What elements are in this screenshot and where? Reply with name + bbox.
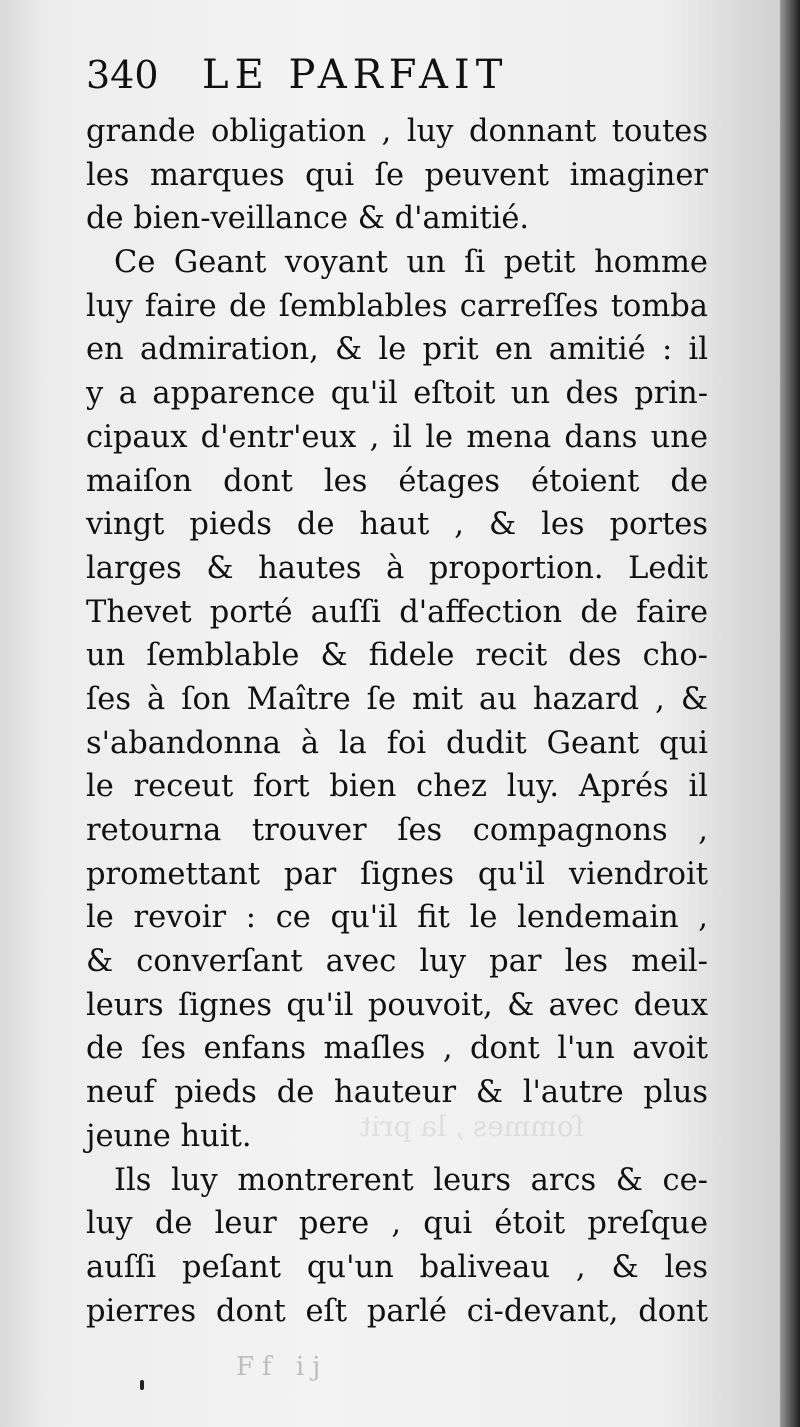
text-line: grande obligation , luy donnant toutes	[86, 114, 708, 149]
text-line: leurs ſignes qu'il pouvoit, & avec deux	[86, 987, 708, 1023]
text-line: les marques qui ſe peuvent imaginer	[86, 157, 708, 193]
text-line: neuf pieds de hauteur & l'autre plus	[86, 1075, 708, 1111]
text-line: cipaux d'entr'eux , il le mena dans une	[86, 419, 708, 455]
text-line: en admiration, & le prit en amitié : il	[86, 332, 708, 368]
text-line: luy faire de ſemblables carreſſes tomba	[86, 288, 708, 324]
text-line: Thevet porté auſſi d'affection de faire	[86, 594, 708, 630]
text-line: larges & hautes à proportion. Ledit	[86, 550, 708, 586]
text-block	[86, 52, 708, 1333]
text-line: de ſes enfans maſles , dont l'un avoit	[86, 1031, 708, 1067]
paragraph-start-line: Ce Geant voyant un ſi petit homme	[114, 245, 708, 281]
text-line: pierres dont eſt parlé ci-devant, dont	[86, 1293, 708, 1329]
book-edge	[780, 0, 800, 1427]
paragraph-start-line: Ils luy montrerent leurs arcs & ce-	[114, 1162, 708, 1198]
text-line: promettant par ſignes qu'il viendroit	[86, 856, 708, 892]
text-line: auſſi peſant qu'un baliveau , & les	[86, 1249, 708, 1285]
text-line: jeune huit.	[86, 1118, 252, 1154]
page-number: 340	[86, 53, 159, 97]
text-line: maiſon dont les étages étoient de	[86, 463, 708, 499]
text-line: vingt pieds de haut , & les portes	[86, 507, 708, 543]
signature-mark: Ff ij	[236, 1352, 329, 1382]
text-line: luy de leur pere , qui étoit preſque	[86, 1206, 708, 1242]
text-line: le revoir : ce qu'il fit le lendemain ,	[86, 900, 708, 936]
text-line: ſes à ſon Maître ſe mit au hazard , &	[86, 681, 708, 717]
text-line: le receut fort bien chez luy. Aprés il	[86, 769, 708, 805]
text-line: retourna trouver ſes compagnons ,	[86, 813, 708, 848]
page-header	[86, 52, 708, 110]
text-line: y a apparence qu'il eſtoit un des prin-	[86, 376, 708, 412]
text-line: & converſant avec luy par les meil-	[86, 944, 708, 980]
text-line: s'abandonna à la foi dudit Geant qui	[86, 725, 708, 761]
running-head: LE PARFAIT	[202, 52, 509, 98]
text-line: de bien-veillance & d'amitié.	[86, 201, 530, 237]
ink-mark	[140, 1380, 144, 1390]
show-through-text: ſommes , la prit	[360, 1110, 585, 1143]
text-line: un ſemblable & fidele recit des cho-	[86, 638, 708, 674]
